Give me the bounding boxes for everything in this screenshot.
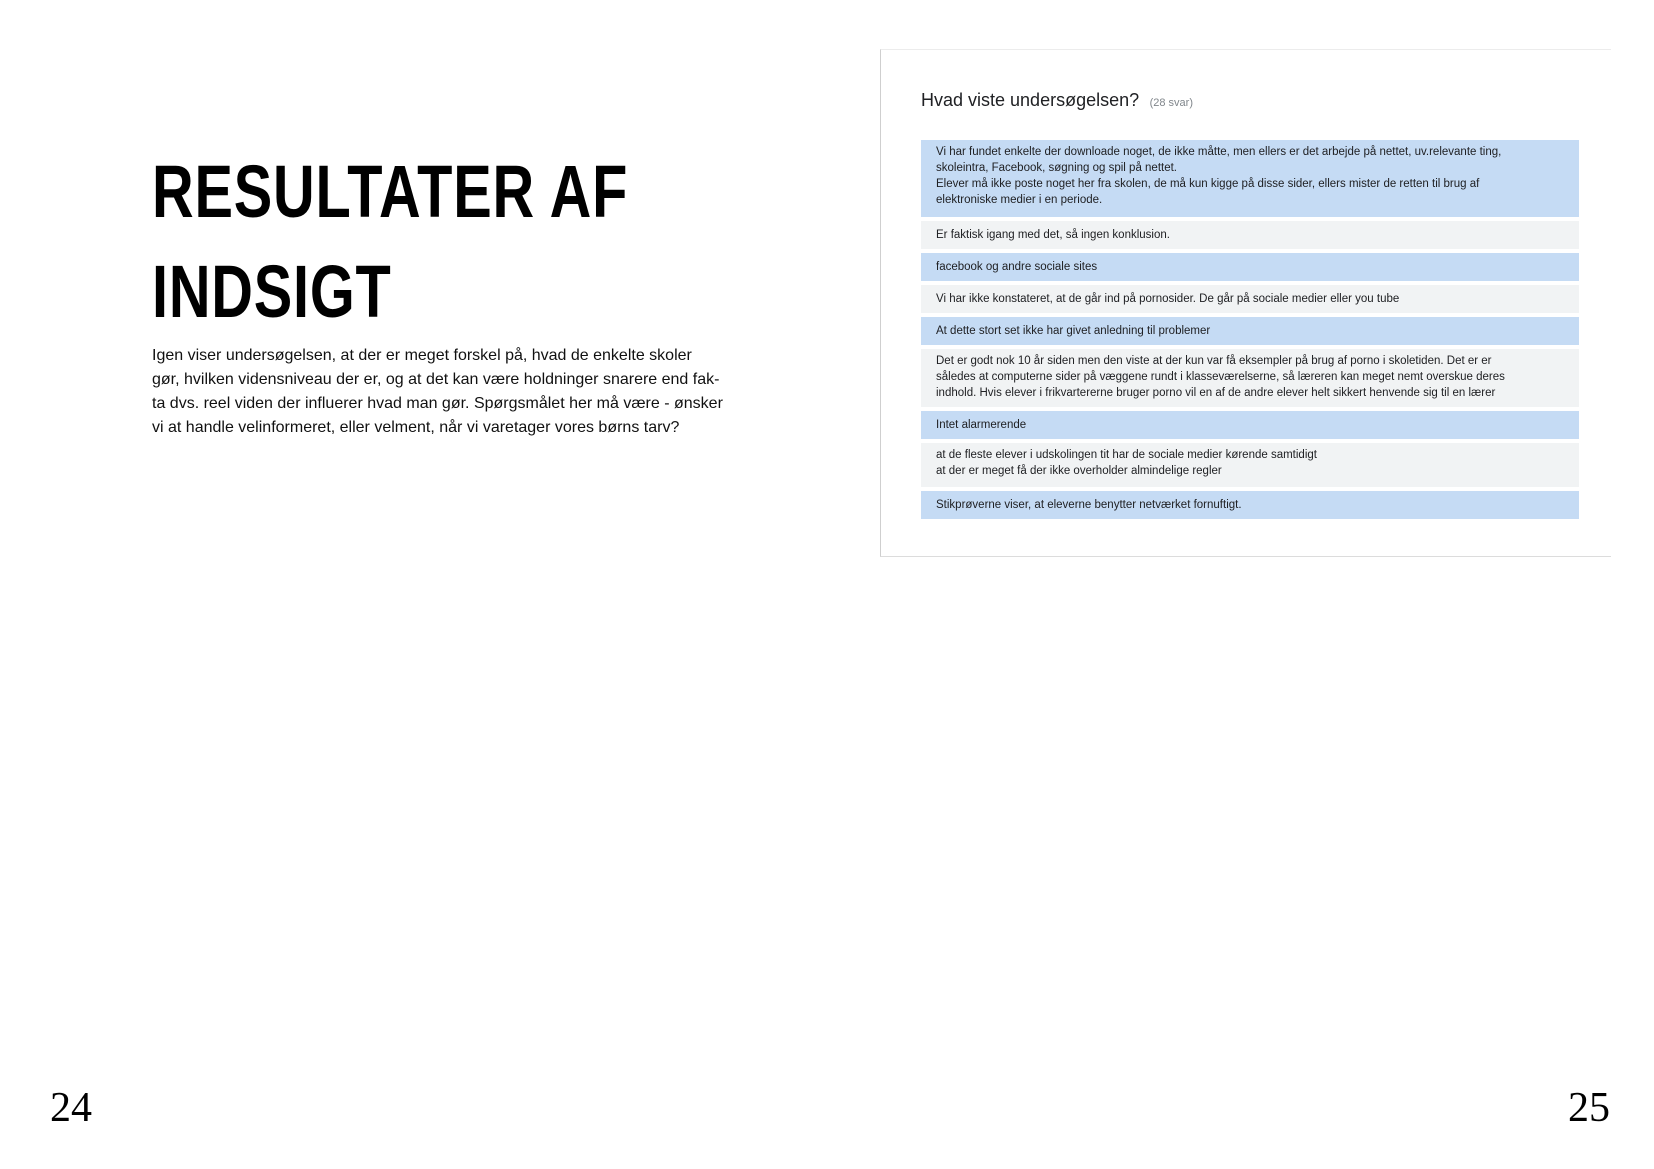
response-line: at der er meget få der ikke overholder almindelige regler xyxy=(936,465,1222,477)
response-list xyxy=(921,140,1579,523)
response-line: at de fleste elever i udskolingen tit har de sociale medier kørende samtidigt xyxy=(936,449,1317,461)
response-line: Er faktisk igang med det, så ingen konklusion. xyxy=(936,229,1170,241)
heading-line: INDSIGT xyxy=(152,250,392,333)
page-heading xyxy=(152,142,629,342)
response-item xyxy=(921,253,1579,281)
response-item xyxy=(921,221,1579,249)
response-line: skoleintra, Facebook, søgning og spil på nettet. xyxy=(936,162,1178,174)
response-item xyxy=(921,491,1579,519)
response-line: Intet alarmerende xyxy=(936,419,1027,431)
response-line: At dette stort set ikke har givet anledning til problemer xyxy=(936,325,1211,337)
response-item xyxy=(921,349,1579,407)
response-line: Stikprøverne viser, at eleverne benytter netværket fornuftigt. xyxy=(936,499,1242,511)
response-item xyxy=(921,443,1579,487)
response-item xyxy=(921,411,1579,439)
body-line: vi at handle velinformeret, eller velment, når vi varetager vores børns tarv? xyxy=(152,419,680,436)
response-item xyxy=(921,285,1579,313)
page-number-left: 24 xyxy=(50,1085,92,1131)
survey-title: Hvad viste undersøgelsen? xyxy=(921,90,1140,110)
response-line: indhold. Hvis elever i frikvartererne bruger porno vil en af de andre elever helt sikkert henvende sig til en lærer xyxy=(936,387,1496,399)
body-line: ta dvs. reel viden der influerer hvad man gør. Spørgsmålet her må være - ønsker xyxy=(152,395,723,412)
body-paragraph xyxy=(152,344,723,440)
survey-header xyxy=(921,90,1193,111)
response-line: Elever må ikke poste noget her fra skolen, de må kun kigge på disse sider, ellers mister de retten til brug af xyxy=(936,178,1480,190)
response-line: facebook og andre sociale sites xyxy=(936,261,1098,273)
response-line: Vi har ikke konstateret, at de går ind på pornosider. De går på sociale medier eller you tube xyxy=(936,293,1400,305)
survey-screenshot xyxy=(880,49,1611,557)
page-number-right: 25 xyxy=(1568,1085,1610,1131)
response-line: således at computerne sider på væggene rundt i klasseværelserne, så læreren kan meget nemt overskue deres xyxy=(936,371,1505,383)
response-line: Vi har fundet enkelte der downloade noget, de ikke måtte, men ellers er det arbejde på nettet, uv.relevante ting, xyxy=(936,146,1502,158)
heading-line: RESULTATER AF xyxy=(152,150,629,233)
body-line: gør, hvilken vidensniveau der er, og at det kan være holdninger snarere end fak- xyxy=(152,371,720,388)
response-count: (28 svar) xyxy=(1149,97,1193,109)
response-line: Det er godt nok 10 år siden men den viste at der kun var få eksempler på brug af porno i skoletiden. Det er er xyxy=(936,355,1492,367)
response-item xyxy=(921,317,1579,345)
response-item xyxy=(921,140,1579,217)
body-line: Igen viser undersøgelsen, at der er meget forskel på, hvad de enkelte skoler xyxy=(152,347,692,364)
response-line: elektroniske medier i en periode. xyxy=(936,194,1103,206)
